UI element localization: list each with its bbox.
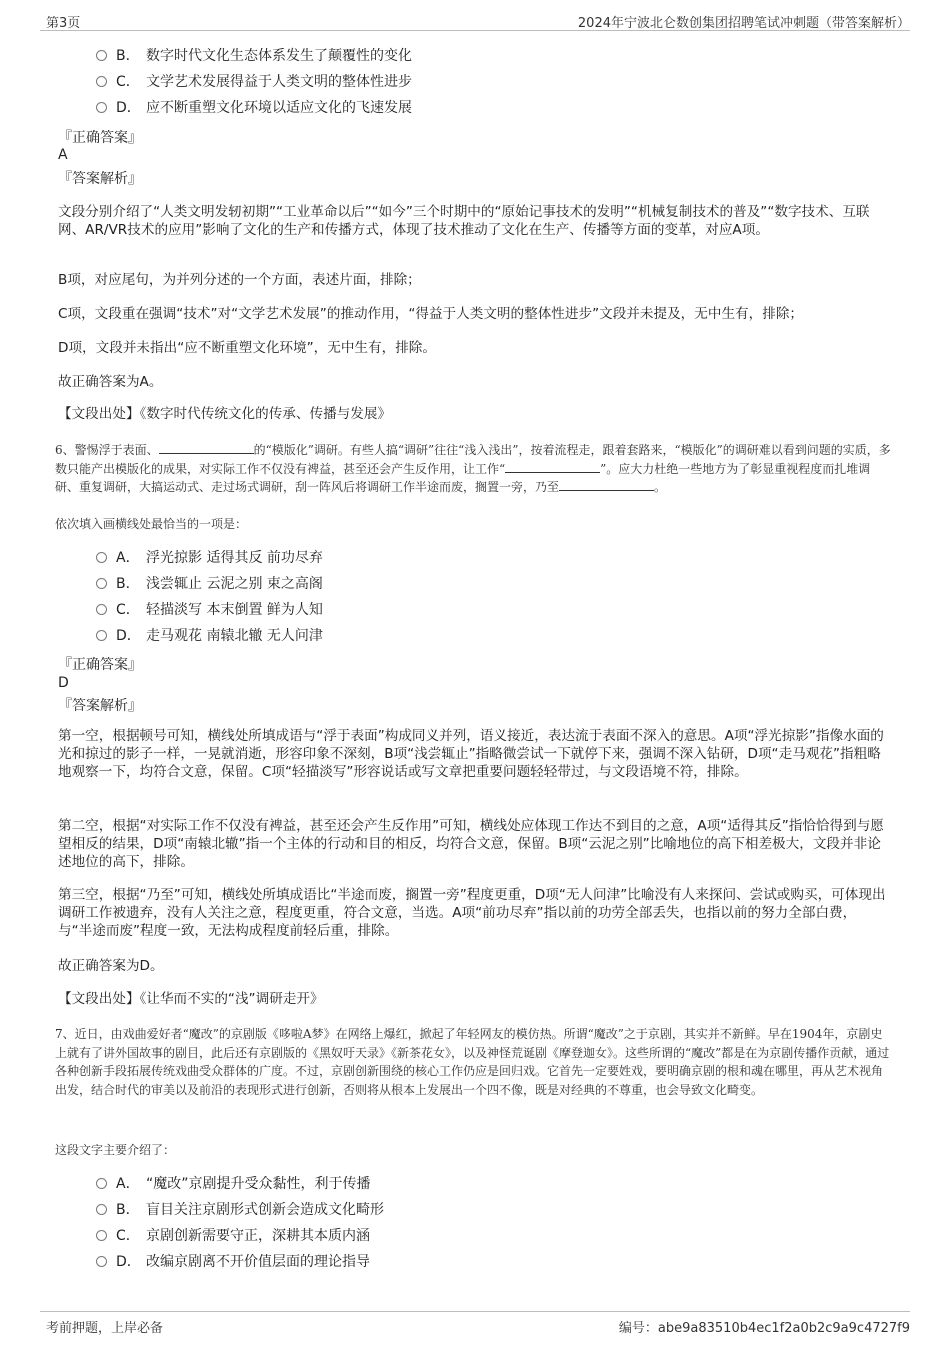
q5-analysis-label: 『答案解析』 [58, 171, 142, 187]
q5-analysis-3: C项，文段重在强调“技术”对“文学艺术发展”的推动作用，“得益于人类文明的整体性进步”文段并未提及，无中生有，排除； [58, 306, 804, 322]
q5-option-d[interactable]: D． 应不断重塑文化环境以适应文化的飞速发展 [96, 98, 412, 118]
radio-icon[interactable] [96, 1256, 107, 1267]
q5-analysis-5: 故正确答案为A。 [58, 374, 163, 390]
q6-option-d[interactable]: D． 走马观花 南辕北辙 无人问津 [96, 626, 323, 646]
fill-blank-1 [159, 441, 254, 454]
q6-option-c[interactable]: C． 轻描淡写 本末倒置 鲜为人知 [96, 600, 323, 620]
q5-option-c[interactable]: C． 文学艺术发展得益于人类文明的整体性进步 [96, 72, 412, 92]
q6-answer-label: 『正确答案』 [58, 657, 142, 673]
radio-icon[interactable] [96, 1178, 107, 1189]
q7-option-d[interactable]: D． 改编京剧离不开价值层面的理论指导 [96, 1252, 370, 1272]
q5-analysis-1: 文段分别介绍了“人类文明发轫初期”“工业革命以后”“如今”三个时期中的“原始记事技术的发明”“机械复制技术的普及”“数字技术、互联网、AR/VR技术的应用”影响了文化的生产和传播方式，体现了技术推动了文化在生产、传播等方面的变革，对应A项。 [58, 204, 870, 238]
radio-icon[interactable] [96, 76, 107, 87]
document-title: 2024年宁波北仑数创集团招聘笔试冲刺题（带答案解析） [577, 16, 910, 31]
radio-icon[interactable] [96, 552, 107, 563]
q6-question: 依次填入画横线处最恰当的一项是： [55, 517, 248, 531]
q6-source: 【文段出处】《让华而不实的“浅”调研走开》 [58, 991, 324, 1007]
q6-answer: D [58, 675, 69, 691]
q5-analysis-4: D项，文段并未指出“应不断重塑文化环境”，无中生有，排除。 [58, 340, 436, 356]
q6-analysis-2: 第二空，根据“对实际工作不仅没有裨益，甚至还会产生反作用”可知，横线处应体现工作达不到目的之意，A项“适得其反”指恰恰得到与愿望相反的结果，D项“南辕北辙”指一个主体的行动和目的相反，均符合文意，保留。B项“云泥之别”比喻地位的高下相差极大，文段并非论述地位的高下，排除。 [58, 818, 884, 870]
q5-analysis-2: B项，对应尾句，为并列分述的一个方面，表述片面，排除； [58, 272, 421, 288]
radio-icon[interactable] [96, 50, 107, 61]
page-header [40, 10, 910, 31]
q7-stem: 7、近日，由戏曲爱好者“魔改”的京剧版《哆啦A梦》在网络上爆红，掀起了年轻网友的模仿热。所谓“魔改”之于京剧，其实并不新鲜。早在1904年，京剧史上就有了讲外国故事的剧目，此后还有京剧版的《黑奴吁天录》《新茶花女》，以及神怪荒诞剧《摩登迦女》。这些所谓的“魔改”都是在为京剧传播作贡献，通过各种创新手段拓展传统戏曲受众群体的广度。不过，京剧创新围绕的核心工作仍应是回归戏。它首先一定要姓戏，要明确京剧的根和魂在哪里，再从艺术视角出发，结合时代的审美以及前沿的表现形式进行创新，否则将从根本上发展出一个四不像，既是对经典的不尊重，也会导致文化畸变。 [55, 1027, 890, 1097]
q5-source: 【文段出处】《数字时代传统文化的传承、传播与发展》 [58, 406, 392, 422]
q5-option-b[interactable]: B． 数字时代文化生态体系发生了颠覆性的变化 [96, 46, 412, 66]
radio-icon[interactable] [96, 604, 107, 615]
footer-slogan: 考前押题，上岸必备 [46, 1321, 164, 1336]
page-footer [40, 1311, 910, 1336]
q6-analysis-label: 『答案解析』 [58, 698, 142, 714]
q6-analysis-4: 故正确答案为D。 [58, 958, 164, 974]
radio-icon[interactable] [96, 578, 107, 589]
q7-question: 这段文字主要介绍了： [55, 1143, 176, 1157]
radio-icon[interactable] [96, 1204, 107, 1215]
page-number: 第3页 [46, 16, 81, 31]
q7-option-c[interactable]: C． 京剧创新需要守正，深耕其本质内涵 [96, 1226, 370, 1246]
q5-answer: A [58, 147, 68, 163]
document-id: 编号：abe9a83510b4ec1f2a0b2c9a9c4727f9 [618, 1321, 910, 1336]
radio-icon[interactable] [96, 630, 107, 641]
radio-icon[interactable] [96, 102, 107, 113]
q7-option-a[interactable]: A． “魔改”京剧提升受众黏性，利于传播 [96, 1174, 371, 1194]
radio-icon[interactable] [96, 1230, 107, 1241]
q6-analysis-1: 第一空，根据顿号可知，横线处所填成语与“浮于表面”构成同义并列，语义接近，表达流于表面不深入的意思。A项“浮光掠影”指像水面的光和掠过的影子一样，一晃就消逝，形容印象不深刻，B项“浅尝辄止”指略微尝试一下就停下来，强调不深入钻研，D项“走马观花”指粗略地观察一下，均符合文意，保留。C项“轻描淡写”形容说话或写文章把重要问题轻轻带过，与文段语境不符，排除。 [58, 728, 884, 780]
q6-option-a[interactable]: A． 浮光掠影 适得其反 前功尽弃 [96, 548, 323, 568]
q5-answer-label: 『正确答案』 [58, 130, 142, 146]
q6-stem: 6、警惕浮于表面、 的“模版化”调研。有些人搞“调研”往往“浅入浅出”，按着流程走，跟着套路来，“模版化”的调研难以看到问题的实质，多数只能产出模版化的成果，对实际工作不仅没有裨益，甚至还会产生反作用，让工作“ ”。应大力杜绝一些地方为了彰显重视程度而扎堆调研、重复调研，大搞运动式、走过场式调研，刮一阵风后将调研工作半途而废，搁置一旁，乃至 。 [55, 443, 891, 494]
q6-analysis-3: 第三空，根据“乃至”可知，横线处所填成语比“半途而废，搁置一旁”程度更重，D项“无人问津”比喻没有人来探问、尝试或购买，可体现出调研工作被遗弃，没有人关注之意，程度更重，符合文意，当选。A项“前功尽弃”指以前的功劳全部丢失，也指以前的努力全部白费，与“半途而废”程度一致，无法构成程度前轻后重，排除。 [58, 887, 886, 939]
q6-option-b[interactable]: B． 浅尝辄止 云泥之别 束之高阁 [96, 574, 323, 594]
q7-option-b[interactable]: B． 盲目关注京剧形式创新会造成文化畸形 [96, 1200, 384, 1220]
fill-blank-3 [559, 478, 654, 491]
fill-blank-2 [505, 460, 600, 473]
